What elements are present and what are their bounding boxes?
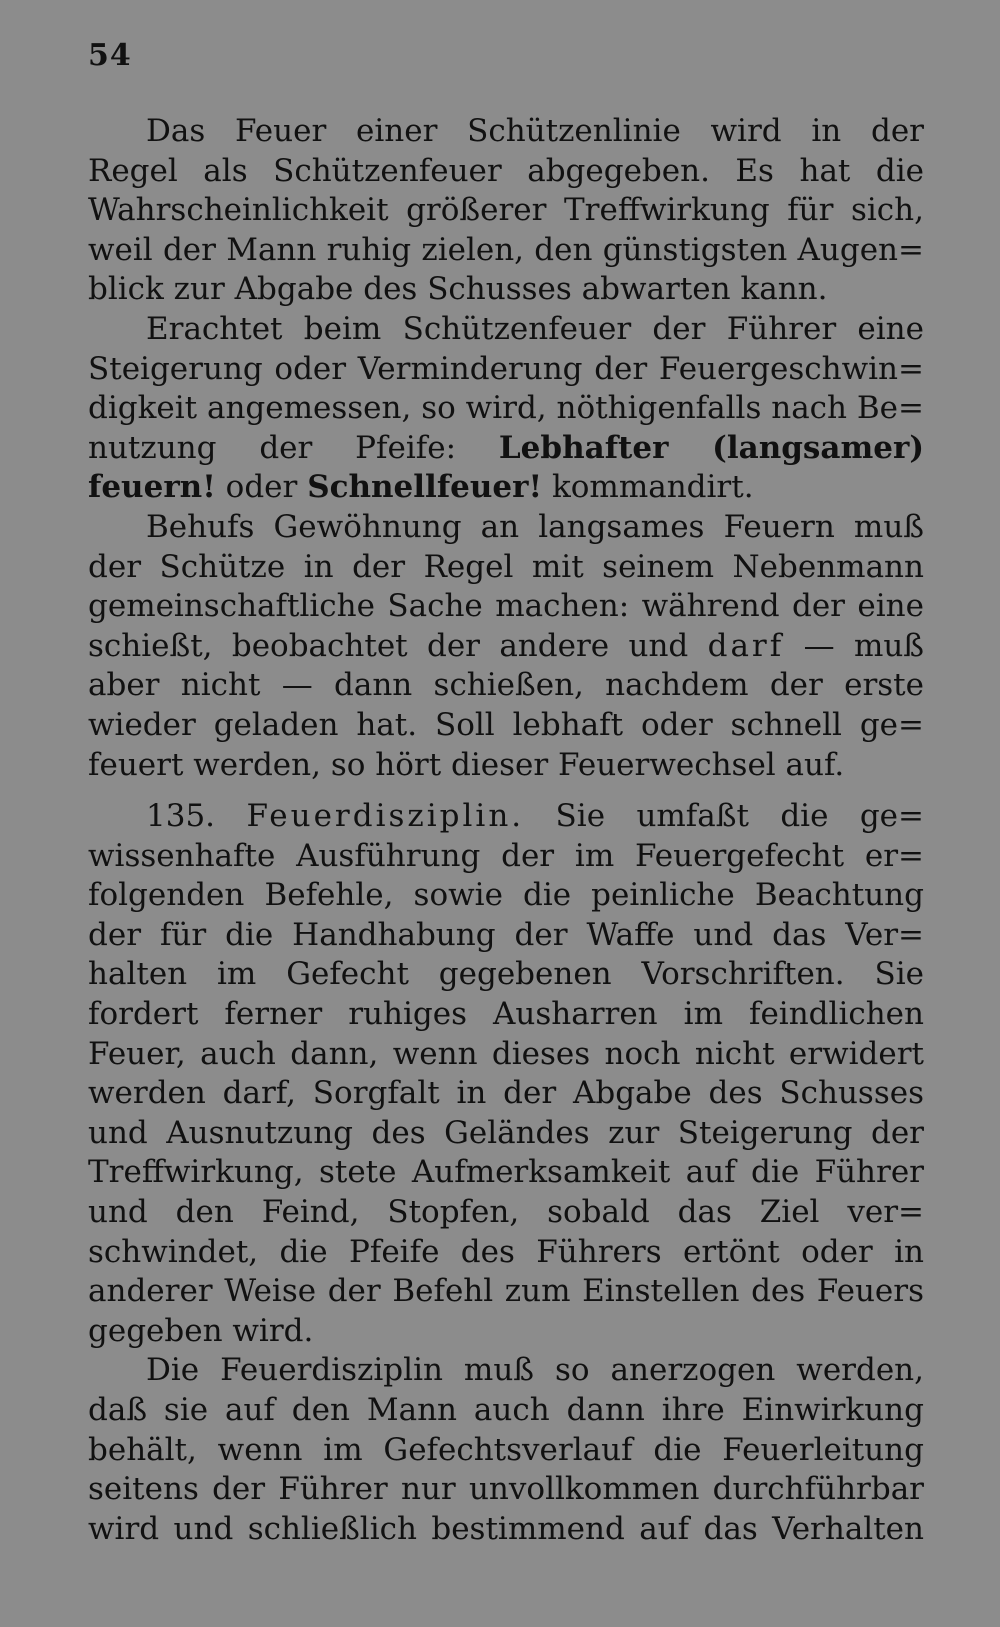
emphasis-darf: darf [707, 627, 785, 664]
section-number: 135. [146, 798, 216, 835]
para1-line5: blick zur Abgabe des Schusses abwarten kann. [88, 271, 828, 308]
para3-line4 [88, 627, 924, 667]
section-135-line13: anderer Weise der Befehl zum Einstellen des Feuers [88, 1273, 924, 1310]
para2-line4 [88, 429, 924, 469]
section-heading: Feuerdisziplin. [246, 798, 525, 835]
para3-line4-end: — muß [803, 627, 924, 664]
section-135-line3: folgenden Befehle, sowie die peinliche Beachtung [88, 877, 924, 914]
para2-line2: Steigerung oder Verminderung der Feuergeschwin= [88, 350, 924, 387]
para2-line1: Erachtet beim Schützenfeuer der Führer eine [146, 310, 924, 347]
para5-line5: wird und schließlich bestimmend auf das Verhalten [88, 1510, 924, 1547]
section-135-line11: und den Feind, Stopfen, sobald das Ziel ver= [88, 1194, 924, 1231]
para1-line2: Regel als Schützenfeuer abgegeben. Es hat die [88, 152, 924, 189]
para3-line1: Behufs Gewöhnung an langsames Feuern muß [146, 508, 924, 545]
para3-line5: aber nicht — dann schießen, nachdem der erste [88, 667, 924, 704]
para5-line4: seitens der Führer nur unvollkommen durchführbar [88, 1471, 924, 1508]
section-135-line9: und Ausnutzung des Geländes zur Steigerung der [88, 1114, 924, 1151]
page-number: 54 [88, 38, 132, 73]
para5-line3: behält, wenn im Gefechtsverlauf die Feuerleitung [88, 1431, 924, 1468]
section-135-line10: Treffwirkung, stete Aufmerksamkeit auf die Führer [88, 1154, 924, 1191]
section-gap [88, 785, 924, 797]
section-135-line5: halten im Gefecht gegebenen Vorschriften. Sie [88, 956, 924, 993]
section-135-line12: schwindet, die Pfeife des Führers ertönt oder in [88, 1233, 924, 1270]
para1-line3: Wahrscheinlichkeit größerer Treffwirkung für sich, [88, 192, 924, 229]
command-schnellfeuer: Schnellfeuer! [307, 469, 543, 506]
para2-line4-text: nutzung der Pfeife: [88, 429, 457, 466]
section-135-line8: werden darf, Sorgfalt in der Abgabe des Schusses [88, 1075, 924, 1112]
para1-line4: weil der Mann ruhig zielen, den günstigsten Augen= [88, 231, 924, 268]
para2-line5 [88, 468, 924, 508]
section-135-line14: gegeben wird. [88, 1312, 314, 1349]
para3-line6: wieder geladen hat. Soll lebhaft oder schnell ge= [88, 706, 924, 743]
para1-line1: Das Feuer einer Schützenlinie wird in der [146, 113, 924, 149]
para3-line2: der Schütze in der Regel mit seinem Nebenmann [88, 548, 924, 585]
para2-line5-end: kommandirt. [551, 469, 754, 506]
body-text [88, 112, 924, 1549]
para3-line3: gemeinschaftliche Sache machen: während der eine [88, 588, 924, 625]
para5-line2: daß sie auf den Mann auch dann ihre Einwirkung [88, 1392, 924, 1428]
command-feuern: feuern! [88, 469, 216, 506]
para5-line1: Die Feuerdisziplin muß so anerzogen werden, [146, 1352, 924, 1389]
section-135-line6: fordert ferner ruhiges Ausharren im feindlichen [88, 996, 924, 1033]
section-135-line1-rest: Sie umfaßt die ge= [555, 798, 924, 835]
section-135-line2: wissenhafte Ausführung der im Feuergefecht er= [88, 837, 924, 874]
para2-line3: digkeit angemessen, so wird, nöthigenfalls nach Be= [88, 390, 924, 427]
section-135-line4: der für die Handhabung der Waffe und das Ver= [88, 916, 924, 953]
para2-line5-oder: oder [225, 469, 298, 506]
section-135-line1 [88, 797, 924, 837]
para3-line4-text: schießt, beobachtet der andere und [88, 627, 689, 664]
section-135-line7: Feuer, auch dann, wenn dieses noch nicht erwidert [88, 1035, 924, 1072]
command-lebhafter: Lebhafter (langsamer) [498, 429, 924, 466]
para3-line7: feuert werden, so hört dieser Feuerwechsel auf. [88, 746, 845, 783]
